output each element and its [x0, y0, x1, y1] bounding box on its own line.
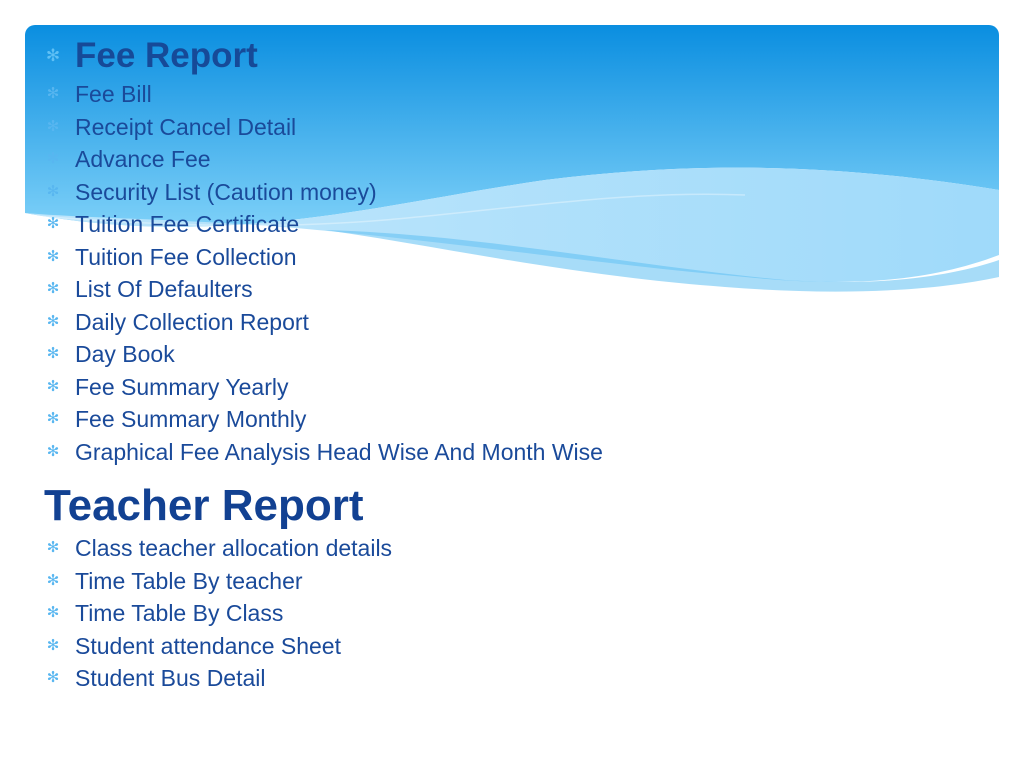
teacher-item-label: Student attendance Sheet — [75, 632, 341, 659]
bullet-star-icon: ✻ — [45, 46, 61, 65]
list-item — [44, 78, 984, 111]
list-item — [44, 662, 984, 695]
bullet-star-icon: ✻ — [46, 345, 60, 362]
fee-report-list — [44, 34, 984, 468]
fee-item-label: Graphical Fee Analysis Head Wise And Month Wise — [75, 438, 603, 465]
bullet-star-icon: ✻ — [46, 410, 60, 427]
bullet-star-icon: ✻ — [46, 85, 60, 102]
list-item — [44, 208, 984, 241]
list-item — [44, 403, 984, 436]
slide-content — [44, 34, 984, 695]
list-item — [44, 436, 984, 469]
list-item — [44, 597, 984, 630]
list-item — [44, 176, 984, 209]
fee-item-label: Day Book — [75, 341, 175, 367]
list-item — [44, 532, 984, 565]
teacher-item-label: Time Table By Class — [75, 600, 284, 626]
bullet-star-icon: ✻ — [46, 539, 60, 556]
list-item — [44, 111, 984, 144]
teacher-report-list — [44, 532, 984, 695]
list-item — [44, 565, 984, 598]
list-item — [44, 338, 984, 371]
list-item — [44, 306, 984, 339]
fee-item-label: Tuition Fee Collection — [75, 243, 297, 270]
list-item — [44, 630, 984, 663]
bullet-star-icon: ✻ — [46, 117, 60, 135]
teacher-item-label: Student Bus Detail — [75, 665, 266, 691]
bullet-star-icon: ✻ — [46, 669, 60, 686]
bullet-star-icon: ✻ — [46, 571, 60, 589]
bullet-star-icon: ✻ — [46, 150, 60, 167]
list-item — [44, 241, 984, 274]
bullet-star-icon: ✻ — [46, 442, 60, 460]
list-item — [44, 273, 984, 306]
bullet-star-icon: ✻ — [46, 312, 60, 330]
fee-item-label: Fee Summary Yearly — [75, 373, 289, 400]
fee-item-label: Security List (Caution money) — [75, 178, 377, 205]
bullet-star-icon: ✻ — [46, 215, 60, 232]
fee-item-label: Advance Fee — [75, 146, 211, 172]
bullet-star-icon: ✻ — [46, 247, 60, 265]
teacher-item-label: Class teacher allocation details — [75, 535, 393, 561]
teacher-report-heading: Teacher Report — [44, 481, 364, 530]
fee-item-label: Fee Summary Monthly — [75, 406, 307, 432]
bullet-star-icon: ✻ — [46, 604, 60, 621]
fee-item-label: Tuition Fee Certificate — [75, 211, 300, 237]
teacher-item-label: Time Table By teacher — [75, 567, 303, 594]
list-item — [44, 371, 984, 404]
bullet-star-icon: ✻ — [46, 377, 60, 395]
fee-report-heading-item — [44, 34, 984, 78]
fee-item-label: List Of Defaulters — [75, 276, 253, 302]
fee-item-label: Receipt Cancel Detail — [75, 113, 297, 140]
list-item — [44, 143, 984, 176]
bullet-star-icon: ✻ — [46, 182, 60, 200]
fee-report-heading: Fee Report — [75, 36, 258, 75]
fee-item-label: Fee Bill — [75, 81, 152, 107]
bullet-star-icon: ✻ — [46, 280, 60, 297]
fee-item-label: Daily Collection Report — [75, 308, 309, 335]
bullet-star-icon: ✻ — [46, 636, 60, 654]
